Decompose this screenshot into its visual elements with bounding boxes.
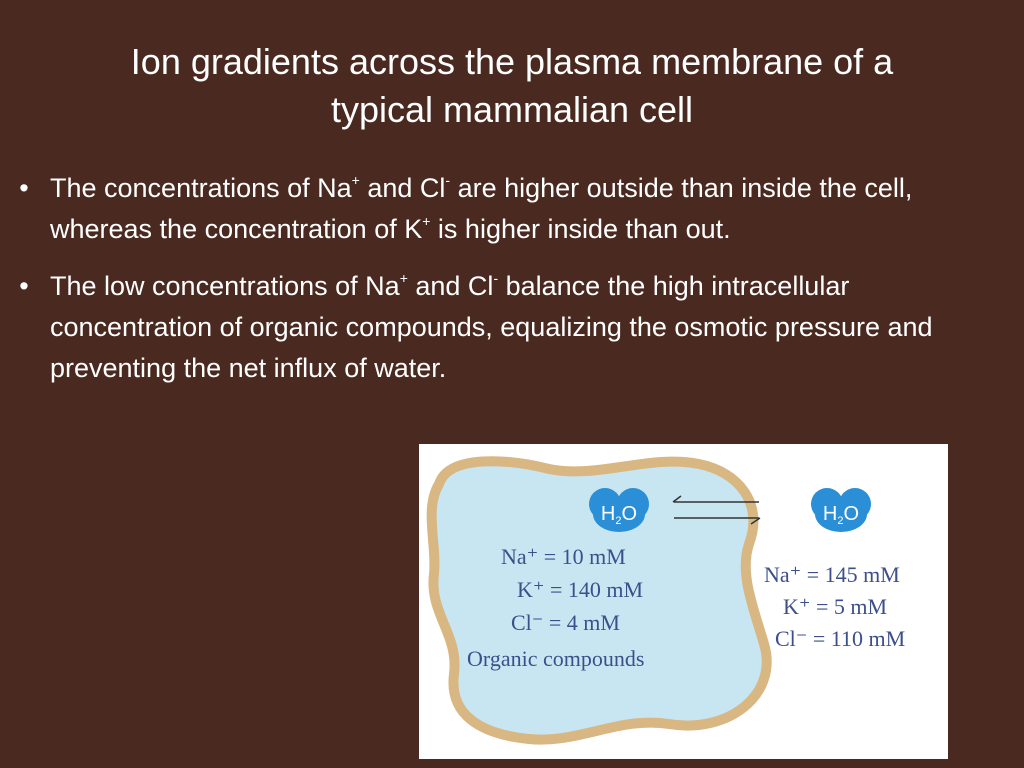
bullet-text-2 [50,271,933,383]
superscript-plus: + [351,172,360,188]
water-molecule-outside [811,488,871,532]
superscript-plus: + [422,213,431,229]
superscript-minus: - [445,172,451,188]
bullet-text-1 [50,173,912,244]
h2o-subscript: 2 [837,515,844,527]
title-line-2: typical mammalian cell [330,89,694,130]
bullet-marker: • [19,271,29,301]
outside-k-label: K⁺ = 5 mM [783,594,888,619]
inside-cl-label: Cl⁻ = 4 mM [511,610,620,635]
bullet-list [14,168,1014,389]
h2o-letter-o: O [843,503,860,525]
h2o-letter-h: H [600,503,616,525]
bullet-item-1 [14,168,1014,250]
h2o-subscript: 2 [615,515,622,527]
ion-gradient-figure [419,444,948,759]
bullet-1-seg-2: and Cl [359,173,446,203]
bullet-2-seg-4: balance the high intracellular concentration of organic compounds, equalizing the osmotic pressure and preventing the net influx of water. [50,271,933,383]
bullet-1-seg-4: are higher outside than inside the cell, whereas the concentration of K [50,173,913,244]
slide-title [40,38,984,134]
outside-na-label: Na⁺ = 145 mM [764,562,900,587]
bullet-1-seg-6: is higher inside than out. [430,214,731,244]
bullet-2-seg-2: and Cl [407,271,494,301]
bullet-marker: • [19,173,29,203]
superscript-minus: - [493,270,499,286]
inside-na-label: Na⁺ = 10 mM [501,544,626,569]
ion-gradient-diagram [419,444,948,759]
superscript-plus: + [399,270,408,286]
organic-compounds-label: Organic compounds [467,646,645,671]
title-line-1: Ion gradients across the plasma membrane of a [130,41,894,82]
h2o-letter-h: H [822,503,838,525]
bullet-1-seg-0: The concentrations of Na [50,173,352,203]
inside-k-label: K⁺ = 140 mM [517,577,644,602]
h2o-letter-o: O [621,503,638,525]
bullet-2-seg-0: The low concentrations of Na [50,271,400,301]
outside-cl-label: Cl⁻ = 110 mM [775,626,906,651]
bullet-item-2 [14,266,1014,389]
